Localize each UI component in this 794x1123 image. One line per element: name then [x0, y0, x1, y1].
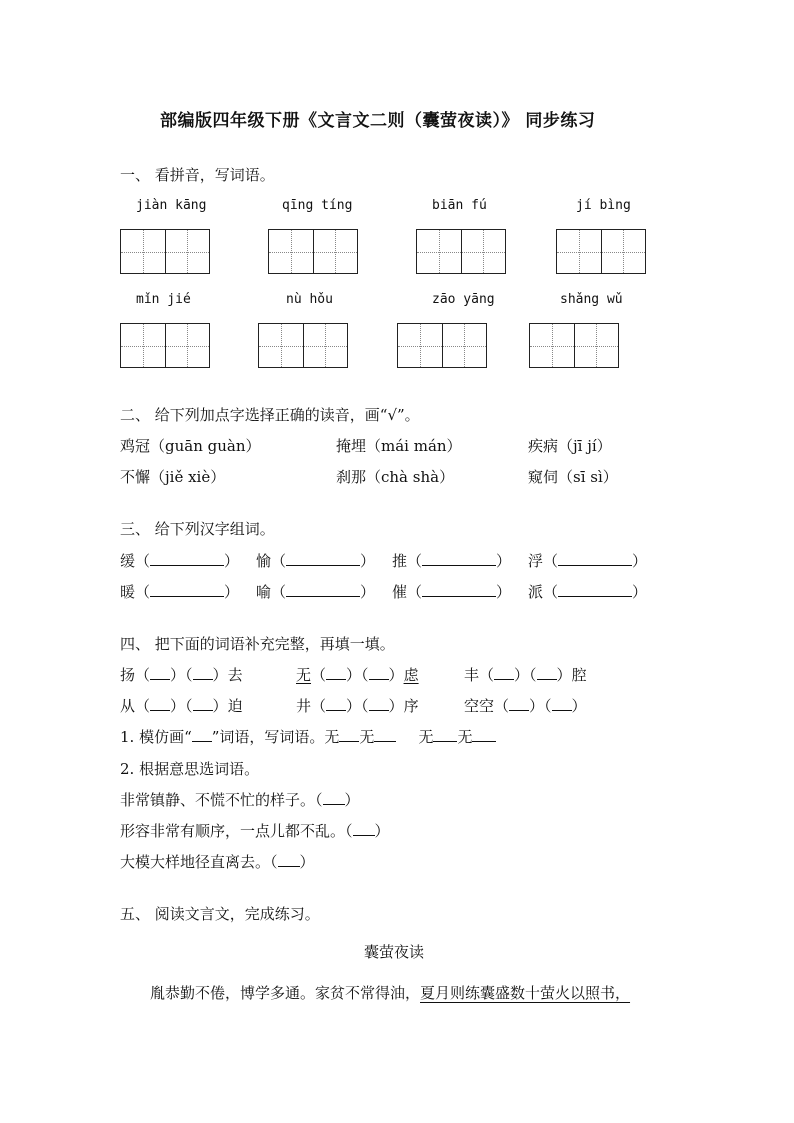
- answer-blank[interactable]: [369, 696, 389, 711]
- meaning-item: 形容非常有顺序，一点儿都不乱。（ ）: [120, 822, 390, 840]
- answer-blank[interactable]: [422, 551, 496, 566]
- section-2-heading: 二、 给下列加点字选择正确的读音，画“√”。: [120, 406, 420, 424]
- answer-blank[interactable]: [150, 696, 170, 711]
- writing-grid[interactable]: [416, 229, 506, 274]
- answer-blank[interactable]: [374, 727, 396, 742]
- answer-blank[interactable]: [509, 696, 529, 711]
- reading-choice[interactable]: 窥伺（sī sì）: [528, 468, 618, 486]
- word-item: 缓（ ）: [120, 552, 240, 570]
- idiom-item: 扬（ ）（ ）去: [120, 666, 243, 684]
- answer-blank[interactable]: [472, 727, 496, 742]
- answer-blank[interactable]: [150, 551, 224, 566]
- writing-grid[interactable]: [120, 323, 210, 368]
- question-1: 1. 模仿画“ ”词语，写词语。无 无 无 无: [120, 726, 496, 747]
- writing-grid[interactable]: [268, 229, 358, 274]
- writing-grid[interactable]: [258, 323, 348, 368]
- passage-title: 囊萤夜读: [364, 943, 425, 961]
- pinyin-label: jí bìng: [576, 198, 631, 213]
- writing-grid[interactable]: [556, 229, 646, 274]
- answer-blank[interactable]: [193, 696, 213, 711]
- answer-blank[interactable]: [558, 582, 632, 597]
- answer-blank[interactable]: [558, 551, 632, 566]
- word-item: 喻（ ）: [256, 583, 376, 601]
- word-item: 暖（ ）: [120, 583, 240, 601]
- answer-blank[interactable]: [278, 852, 300, 867]
- answer-blank[interactable]: [193, 665, 213, 680]
- answer-blank[interactable]: [494, 665, 514, 680]
- idiom-item: 井（ ）（ ）序: [296, 697, 419, 715]
- reading-choice[interactable]: 鸡冠（guān guàn）: [120, 437, 261, 455]
- meaning-item: 大模大样地径直离去。（ ）: [120, 853, 315, 871]
- reading-choice[interactable]: 刹那（chà shà）: [336, 468, 455, 486]
- answer-blank[interactable]: [552, 696, 572, 711]
- writing-grid[interactable]: [397, 323, 487, 368]
- pinyin-label: nù hǒu: [286, 292, 333, 307]
- pinyin-label: zāo yāng: [432, 292, 495, 307]
- section-4-heading: 四、 把下面的词语补充完整，再填一填。: [120, 635, 395, 653]
- word-item: 催（ ）: [392, 583, 512, 601]
- pinyin-label: jiàn kāng: [136, 198, 207, 213]
- answer-blank[interactable]: [286, 582, 360, 597]
- pinyin-label: biān fú: [432, 198, 487, 213]
- pinyin-label: mǐn jié: [136, 292, 191, 307]
- answer-blank[interactable]: [326, 665, 346, 680]
- word-item: 愉（ ）: [256, 552, 376, 570]
- answer-blank[interactable]: [150, 582, 224, 597]
- passage-text: 胤恭勤不倦，博学多通。家贫不常得油，夏月则练囊盛数十萤火以照书，: [150, 984, 631, 1002]
- answer-blank[interactable]: [326, 696, 346, 711]
- answer-blank[interactable]: [192, 727, 212, 742]
- idiom-item: 空空（ ）（ ）: [464, 697, 587, 715]
- reading-choice[interactable]: 掩埋（mái mán）: [336, 437, 462, 455]
- word-item: 派（ ）: [528, 583, 648, 601]
- meaning-item: 非常镇静、不慌不忙的样子。（ ）: [120, 791, 360, 809]
- section-5-heading: 五、 阅读文言文，完成练习。: [120, 905, 320, 923]
- answer-blank[interactable]: [150, 665, 170, 680]
- answer-blank[interactable]: [433, 727, 457, 742]
- answer-blank[interactable]: [323, 790, 345, 805]
- pinyin-label: shǎng wǔ: [560, 292, 623, 307]
- page-title: 部编版四年级下册《文言文二则（囊萤夜读）》 同步练习: [160, 111, 596, 131]
- reading-choice[interactable]: 疾病（jī jí）: [528, 437, 612, 455]
- idiom-item: 从（ ）（ ）迫: [120, 697, 243, 715]
- pinyin-label: qīng tíng: [282, 198, 353, 213]
- section-3-heading: 三、 给下列汉字组词。: [120, 520, 275, 538]
- word-item: 浮（ ）: [528, 552, 648, 570]
- answer-blank[interactable]: [353, 821, 375, 836]
- word-item: 推（ ）: [392, 552, 512, 570]
- answer-blank[interactable]: [339, 727, 359, 742]
- answer-blank[interactable]: [286, 551, 360, 566]
- idiom-item: 丰（ ）（ ）腔: [464, 666, 587, 684]
- answer-blank[interactable]: [422, 582, 496, 597]
- reading-choice[interactable]: 不懈（jiě xiè）: [120, 468, 226, 486]
- underlined-sentence: 夏月则练囊盛数十萤火以照书，: [420, 984, 631, 1002]
- section-1-heading: 一、 看拼音，写词语。: [120, 166, 275, 184]
- answer-blank[interactable]: [369, 665, 389, 680]
- question-2: 2. 根据意思选词语。: [120, 760, 260, 778]
- writing-grid[interactable]: [529, 323, 619, 368]
- writing-grid[interactable]: [120, 229, 210, 274]
- answer-blank[interactable]: [537, 665, 557, 680]
- idiom-item: 无（ ）（ ）虑: [296, 666, 419, 684]
